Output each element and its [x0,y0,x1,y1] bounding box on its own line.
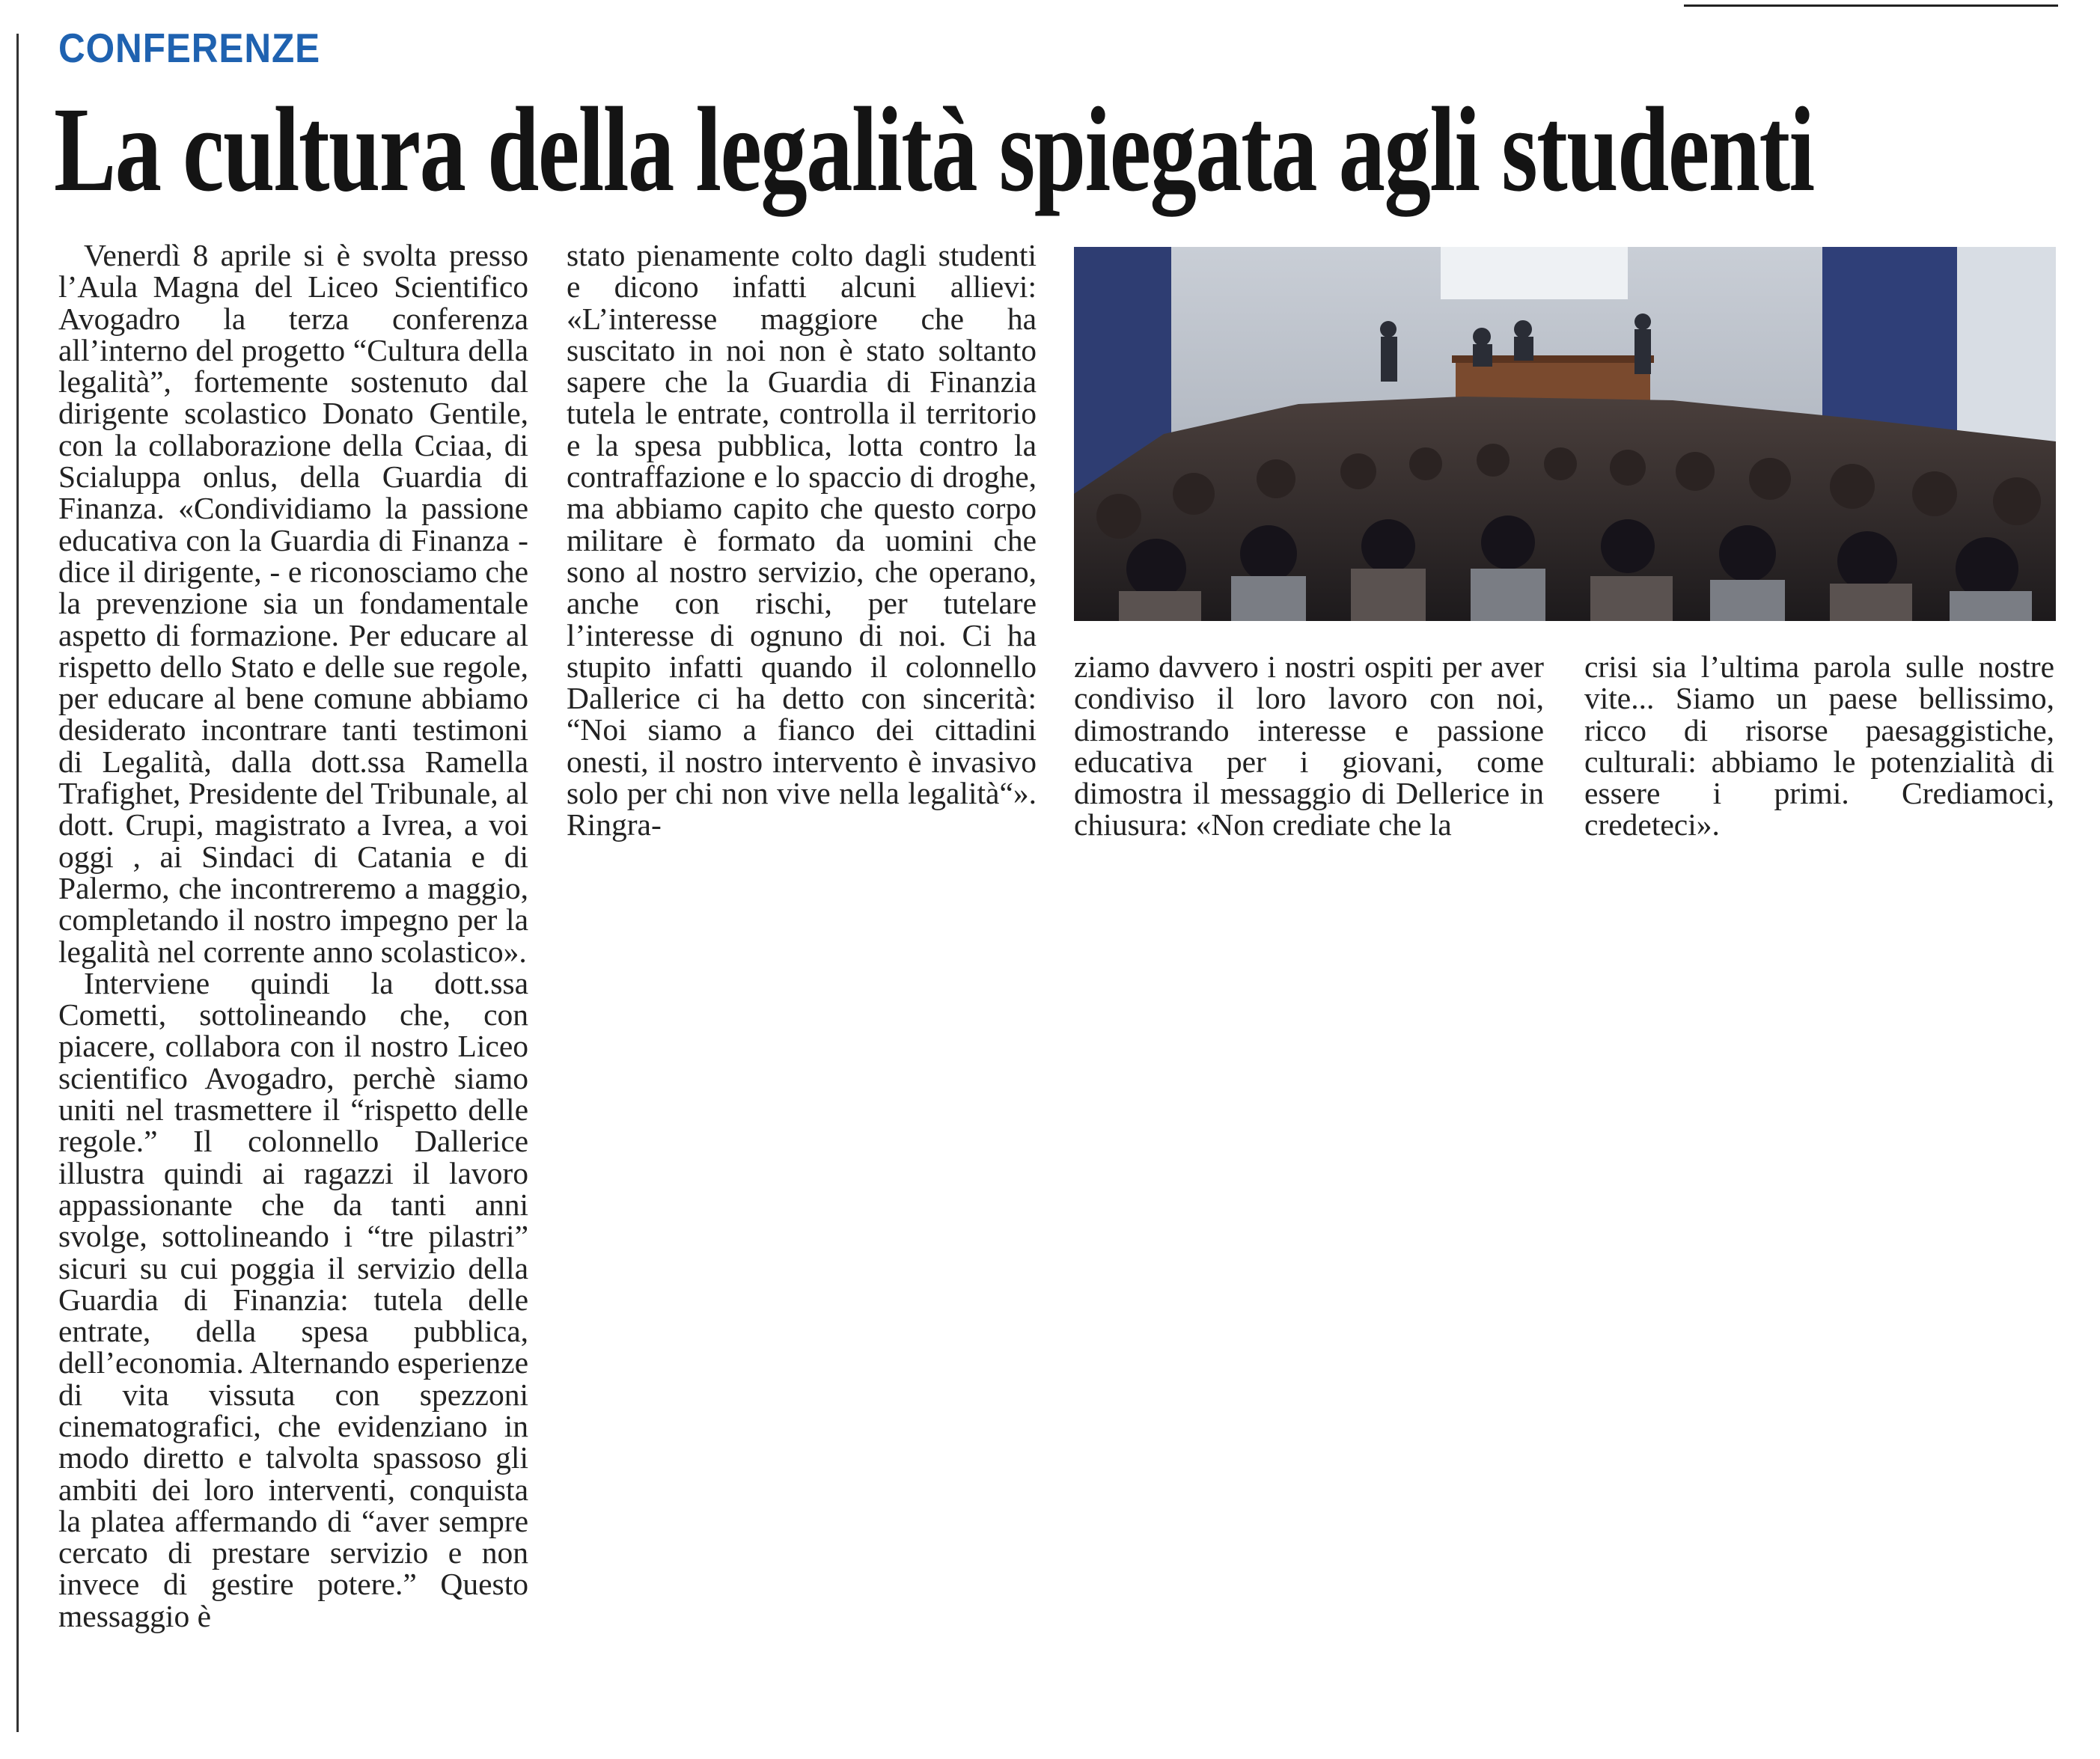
paragraph: stato pienamente colto dagli studenti e dicono infatti alcuni allievi: «L’interesse maggiore che ha suscitato in noi non è stato soltanto sapere che la Guardia di Finanzia tutela le entrate, controlla il territorio e la spesa pubblica, lotta contro la contraffazione e lo spaccio di droghe, ma abbiamo capito che questo corpo militare è formato da uomini che sono al nostro servizio, che operano, anche con rischi, per tutelare l’interesse di ognuno di noi. Ci ha stupito infatti quando il colonnello Dallerice ci ha detto con sincerità: “Noi siamo a fianco dei cittadini onesti, il nostro intervento è invasivo solo per chi non vive nella legalità“». Ringra- [567,239,1037,842]
article-column-2 [567,239,1037,845]
paragraph: ziamo davvero i nostri ospiti per aver condiviso il loro lavoro con noi, dimostrando interesse e passione educativa per i giovani, come dimostra il messaggio di Dellerice in chiusura: «Non crediate che la [1074,651,1544,842]
section-label: CONFERENZE [58,25,321,71]
article-headline: La cultura della legalità spiegata agli studenti [54,83,1814,217]
article-column-1 [58,239,528,1728]
article-column-4 [1584,651,2054,845]
conference-photo [1074,247,2056,621]
paragraph: crisi sia l’ultima parola sulle nostre vite... Siamo un paese bellissimo, ricco di risorse paesaggistiche, culturali: abbiamo le potenzialità di essere i primi. Crediamoci, credeteci». [1584,651,2054,842]
top-rule [1684,4,2058,7]
paragraph: Venerdì 8 aprile si è svolta presso l’Aula Magna del Liceo Scientifico Avogadro la terza conferenza all’interno del progetto “Cultura della legalità”, fortemente sostenuto dal dirigente scolastico Donato Gentile, con la collaborazione della Cciaa, di Scialuppa onlus, della Guardia di Finanza. «Condividiamo la passione educativa con la Guardia di Finanza - dice il dirigente, - e riconosciamo che la prevenzione sia un fondamentale aspetto di formazione. Per educare al rispetto dello Stato e delle sue regole, per educare al bene comune abbiamo desiderato incontrare tanti testimoni di Legalità, dalla dott.ssa Ramella Trafighet, Presidente del Tribunale, al dott. Crupi, magistrato a Ivrea, a voi oggi , ai Sindaci di Catania e di Palermo, che incontreremo a maggio, completando il nostro impegno per la legalità nel corrente anno scolastico». [58,239,528,969]
paragraph: Interviene quindi la dott.ssa Cometti, sottolineando che, con piacere, collabora con il nostro Liceo scientifico Avogadro, perchè siamo uniti nel trasmettere il “rispetto delle regole.” Il colonnello Dallerice illustra quindi ai ragazzi il lavoro appassionante che da tanti anni svolge, sottolineando i “tre pilastri” sicuri su cui poggia il servizio della Guardia di Finanzia: tutela delle entrate, della spesa pubblica, dell’economia. Alternando esperienze di vita vissuta con spezzoni cinematografici, che evidenziano in modo diretto e talvolta spassoso gli ambiti dei loro interventi, conquista la platea affermando di “aver sempre cercato di prestare servizio e non invece di gestire potere.” Questo messaggio è [58,965,528,1633]
left-column-rule [16,34,19,1732]
article-column-3 [1074,651,1544,845]
